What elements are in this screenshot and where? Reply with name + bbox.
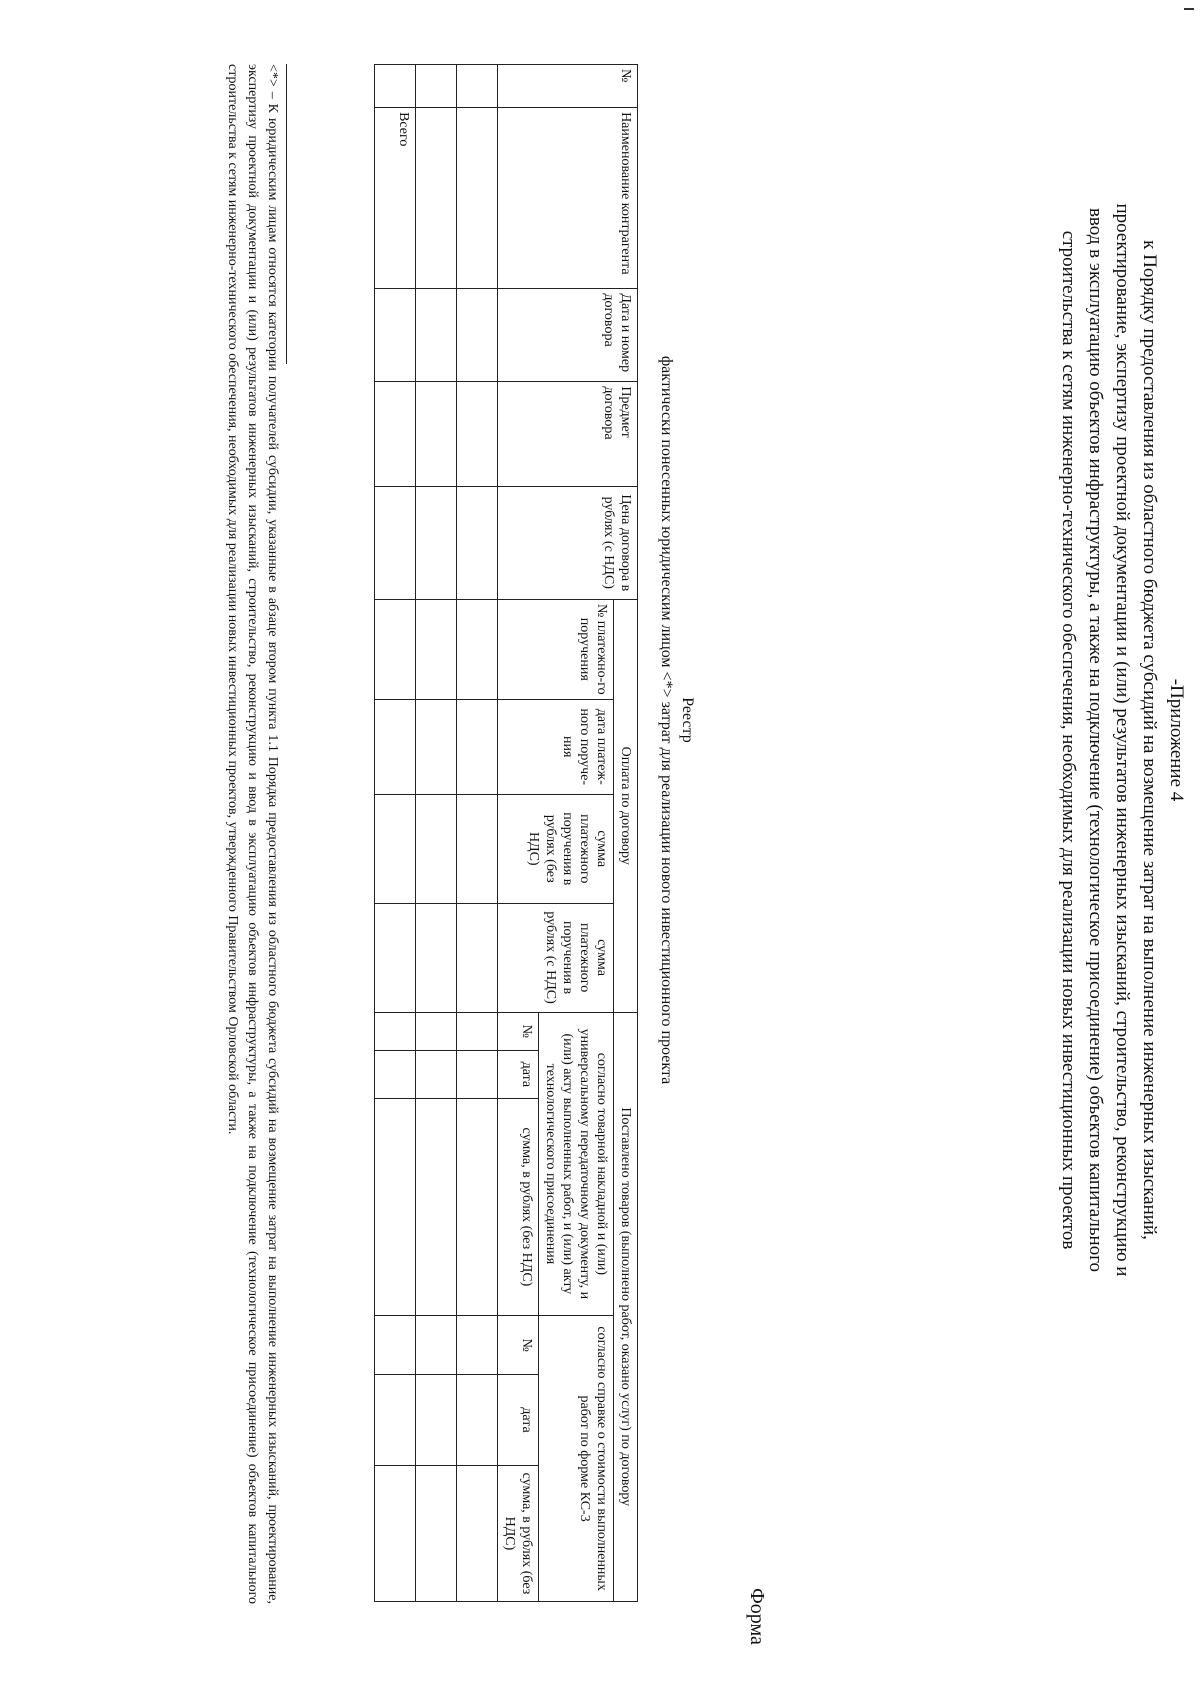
appendix-number: -Приложение 4 <box>1166 678 1187 802</box>
pay-sum-vat-header: сумма платежного поручения в рублях (с НДС) <box>498 903 614 1012</box>
ks-date-header: дата <box>498 1375 539 1466</box>
ks-no-header: № <box>498 1316 539 1375</box>
table-row <box>457 65 498 1602</box>
ks-sum-header: сумма, в рублях (без НДС) <box>498 1465 539 1601</box>
register-title-line1: Реестр <box>679 697 696 743</box>
inv-sum-header: сумма, в рублях (без НДС) <box>498 1098 539 1316</box>
col-contractor-header: Наименование контрагента <box>498 108 638 289</box>
register-title <box>656 70 698 1370</box>
appendix-text: к Порядку предоставления из областного бюджета субсидий на возмещение затрат на выполнение инженерных изысканий, проектирование, экспертизу проектной документации и (или) результатов инженерных изысканий, строительство, реконструкцию и ввод в эксплуатацию объектов инфраструктуры, а также на подключение (технологическое присоединение) объектов капитального строительства к сетям инженерно-технического обеспечения, необходимых для реализации новых инвестиционных проектов <box>1058 203 1160 1277</box>
col-subject-header: Предмет договора <box>498 382 638 486</box>
inv-no-header: № <box>498 1012 539 1051</box>
document-sheet <box>50 10 1200 1660</box>
inv-date-header: дата <box>498 1051 539 1099</box>
header-row-1 <box>614 65 638 1602</box>
pay-sum-no-vat-header: сумма платежного поручения в рублях (без НДС) <box>498 794 614 903</box>
total-label: Всего <box>375 108 416 289</box>
sub-ks3-header: согласно справке о стоимости выполненных работ по форме КС-3 <box>539 1316 614 1602</box>
footnote-divider <box>286 64 287 364</box>
register-title-line2: фактически понесенных юридическим лицом <*> затрат для реализации нового инвестиционного проекта <box>658 355 675 1085</box>
pay-date-header: дата платеж-ного поруче-ния <box>498 699 614 794</box>
table-row <box>416 65 457 1602</box>
group-delivered-header: Поставлено товаров (выполнено работ, оказано услуг) по договору <box>614 1012 638 1601</box>
register-table <box>374 64 638 1602</box>
total-row <box>375 65 416 1602</box>
group-payment-header: Оплата по договору <box>614 599 638 1012</box>
sub-invoice-header: согласно товарной накладной и (или) универсальному передаточному документу, и (или) акту выполненных работ, и (или) акту технологического присоединения <box>539 1012 614 1316</box>
appendix-header <box>1055 190 1190 1290</box>
col-contract-date-number-header: Дата и номер договора <box>498 289 638 382</box>
form-label: Форма <box>746 1588 768 1645</box>
col-price-header: Цена договора в рублях (с НДС) <box>498 486 638 599</box>
col-no-header: № <box>498 65 638 108</box>
pay-no-header: № платежно-го поручения <box>498 599 614 699</box>
footnote: <*> – К юридическим лицам относятся категории получателей субсидии, указанные в абзаце втором пункта 1.1 Порядка предоставления из областного бюджета субсидий на возмещение затрат на выполнение инженерных изысканий, проектирование, экспертизу проектной документации и (или) результатов инженерных изысканий, строительство, реконструкцию и ввод в эксплуатацию объектов инфраструктуры, а также на подключение (технологическое присоединение) объектов капитального строительства к сетям инженерно-технического обеспечения, необходимых для реализации новых инвестиционных проектов, утвержденного Правительством Орловской области. <box>225 64 280 1604</box>
